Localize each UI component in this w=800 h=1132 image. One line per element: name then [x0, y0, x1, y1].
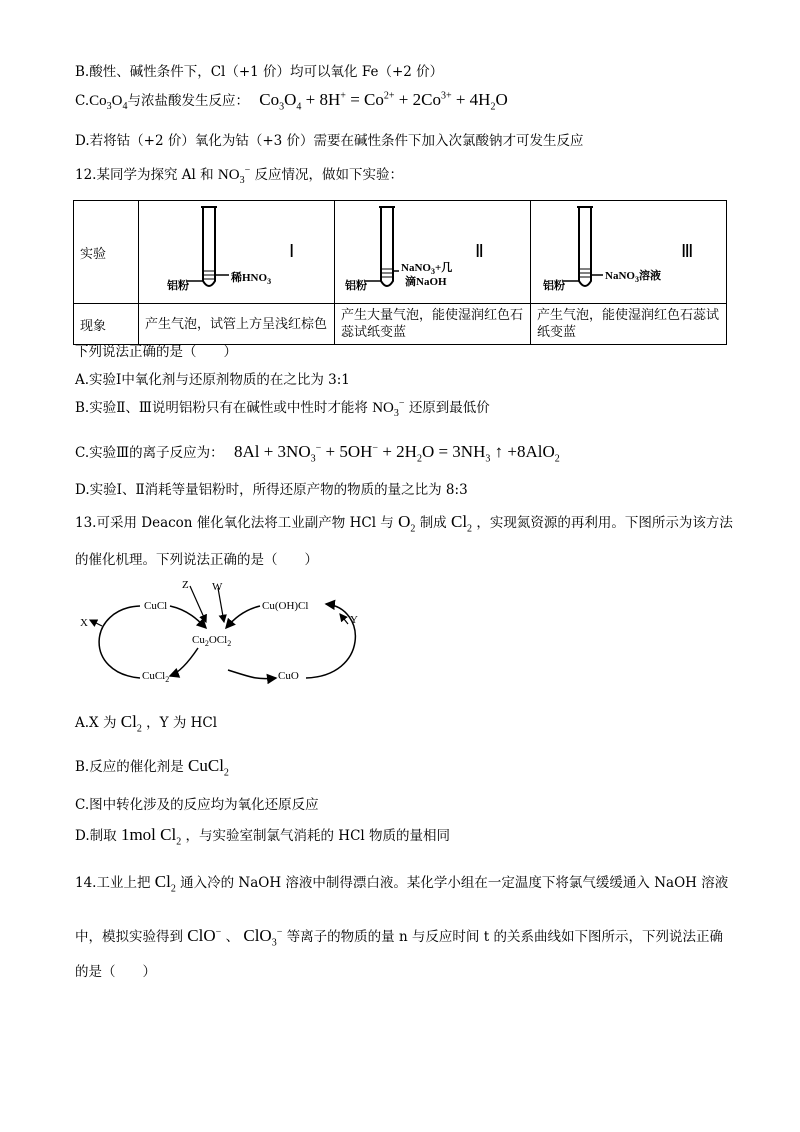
test-tube-2-icon — [335, 201, 530, 299]
q13-stem-line2: 的催化机理。下列说法正确的是（ ） — [75, 552, 318, 568]
aluminum-powder-label: 铝粉 — [167, 280, 189, 292]
stem-text: 12.某同学为探究 Al 和 — [75, 167, 214, 183]
right-cycle-outer-arrow — [306, 604, 355, 678]
experiment-table — [73, 200, 727, 345]
q12-question: 下列说法正确的是（ ） — [75, 344, 237, 360]
nitrate-ion: $NO_3^-$ — [372, 398, 405, 419]
nano3-solution-label: NaNO$_3$溶液 — [605, 270, 661, 284]
equation-co3o4: $Co_3O_4 + 8H^+ = Co^{2+} + 2Co^{3+} + 4H_2O$ — [259, 90, 508, 113]
experiment-2-observation: 产生大量气泡，能使湿润红色石蕊试纸变蓝 — [335, 304, 531, 345]
numeral-3: Ⅲ — [681, 241, 694, 261]
y-input-arrow — [340, 614, 348, 624]
q13-option-d — [75, 825, 450, 846]
catalytic-cycle-diagram — [78, 578, 388, 690]
stem-text: 反应情况，做如下实验： — [254, 167, 404, 183]
row-header-experiment: 实验 — [74, 201, 139, 304]
w-output-arrow — [218, 588, 224, 622]
q14-stem-line3: 的是（ ） — [75, 964, 156, 980]
option-text: C.实验Ⅲ的离子反应为： — [75, 445, 224, 461]
q12-option-c — [75, 442, 560, 463]
stem-text: 制成 — [419, 515, 447, 531]
option-text: B.实验Ⅱ、Ⅲ说明铝粉只有在碱性或中性时才能将 — [75, 400, 368, 416]
aluminum-powder-label: 铝粉 — [543, 280, 565, 292]
stem-text: 13.可采用 Deacon 催化氧化法将工业副产物 HCl 与 — [75, 515, 394, 531]
option-text: 与浓盐酸发生反应： — [127, 93, 249, 109]
q12-option-d: D.实验Ⅰ、Ⅱ消耗等量铝粉时，所得还原产物的物质的量之比为 8:3 — [75, 482, 468, 498]
numeral-2: Ⅱ — [475, 241, 484, 261]
formula-cl2: $Cl_2$ — [120, 712, 142, 735]
node-cuo: CuO — [278, 670, 299, 682]
label-x: X — [80, 617, 88, 629]
option-text: ，与实验室制氯气消耗的 HCl 物质的量相同 — [185, 828, 451, 844]
formula-o2: $O_2$ — [398, 512, 416, 535]
experiment-1-apparatus — [139, 201, 335, 304]
stem-text: 等离子的物质的量 n 与反应时间 t 的关系曲线如下图所示，下列说法正确 — [286, 929, 723, 945]
nano3-naoh-label-2: 滴NaOH — [405, 276, 447, 288]
node-cuohcl: Cu(OH)Cl — [262, 600, 309, 612]
q12-stem — [75, 165, 403, 185]
label-z: Z — [182, 579, 189, 591]
stem-text: 中，模拟实验得到 — [75, 929, 183, 945]
ion-hypochlorite: ClO− — [187, 926, 222, 945]
aluminum-powder-label: 铝粉 — [345, 280, 367, 292]
q13-stem — [75, 512, 733, 533]
stem-text: ，实现氮资源的再利用。下图所示为该方法 — [476, 515, 733, 531]
formula-co3o4: $Co_3O_4$ — [89, 93, 128, 112]
separator: 、 — [225, 929, 240, 945]
q14-stem-line2 — [75, 926, 723, 947]
dilute-hno3-label: 稀$HNO_3$ — [231, 272, 272, 286]
left-cycle-outer-arrow — [99, 606, 140, 678]
node-cucl: CuCl — [144, 600, 168, 612]
q13-option-b — [75, 756, 229, 777]
formula-cl2: $Cl_2$ — [154, 872, 176, 895]
option-text: 还原到最低价 — [408, 400, 490, 416]
formula-cl2: $Cl_2$ — [450, 512, 473, 535]
cu2ocl2-to-cucl2-arrow — [170, 648, 198, 676]
equation-aluminum-nitrate: $8Al + 3NO_3^- + 5OH^- + 2H_2O = 3NH_3$ ↑ +8AlO$_2$ — [233, 442, 560, 465]
experiment-3-apparatus — [531, 201, 727, 304]
label-w: W — [212, 581, 223, 593]
stem-text: 通入冷的 NaOH 溶液中制得漂白液。某化学小组在一定温度下将氯气缓缓通入 NaOH 溶液 — [180, 875, 729, 891]
formula-cucl2: CuCl$_2$ — [188, 756, 229, 779]
row-header-observation: 现象 — [74, 304, 139, 345]
experiment-1-observation: 产生气泡，试管上方呈浅红棕色 — [139, 304, 335, 345]
stem-text: 14.工业上把 — [75, 875, 151, 891]
label-y: Y — [350, 614, 358, 626]
numeral-1: Ⅰ — [289, 241, 295, 261]
q11-option-d: D.若将钴（+2 价）氧化为钴（+3 价）需要在碱性条件下加入次氯酸钠才可发生反应 — [75, 133, 584, 149]
q14-stem-line1 — [75, 872, 728, 893]
experiment-2-apparatus — [335, 201, 531, 304]
q11-option-b: B.酸性、碱性条件下，Cl（+1 价）均可以氧化 Fe（+2 价） — [75, 64, 444, 80]
cuohcl-to-cu2ocl2-arrow — [226, 606, 260, 628]
q13-option-c: C.图中转化涉及的反应均为氧化还原反应 — [75, 797, 319, 813]
node-cucl2: CuCl$_2$ — [142, 670, 170, 684]
test-tube-1-icon — [139, 201, 334, 299]
experiment-3-observation: 产生气泡，能使湿润红色石蕊试纸变蓝 — [531, 304, 727, 345]
nano3-naoh-label-1: NaNO$_3$+几 — [401, 262, 453, 276]
node-cu2ocl2: $Cu_2OCl_2$ — [192, 634, 232, 648]
q13-option-a — [75, 712, 217, 733]
q12-option-a: A.实验Ⅰ中氧化剂与还原剂物质的在之比为 3:1 — [75, 372, 350, 388]
q11-option-c — [75, 90, 508, 111]
formula-1mol-cl2: 1mol $Cl_2$ — [120, 825, 182, 848]
nitrate-ion: $NO_3^-$ — [217, 165, 251, 186]
option-letter: C. — [75, 93, 90, 109]
to-cuo-arrow — [228, 670, 276, 679]
option-text: B.反应的催化剂是 — [75, 759, 184, 775]
q12-option-b — [75, 398, 490, 418]
x-output-arrow — [90, 620, 102, 626]
option-text: D.制取 — [75, 828, 117, 844]
ion-chlorate: ClO$_3$− — [243, 926, 283, 949]
option-text: ，Y 为 HCl — [146, 715, 218, 731]
option-text: A.X 为 — [75, 715, 117, 731]
test-tube-3-icon — [531, 201, 726, 299]
